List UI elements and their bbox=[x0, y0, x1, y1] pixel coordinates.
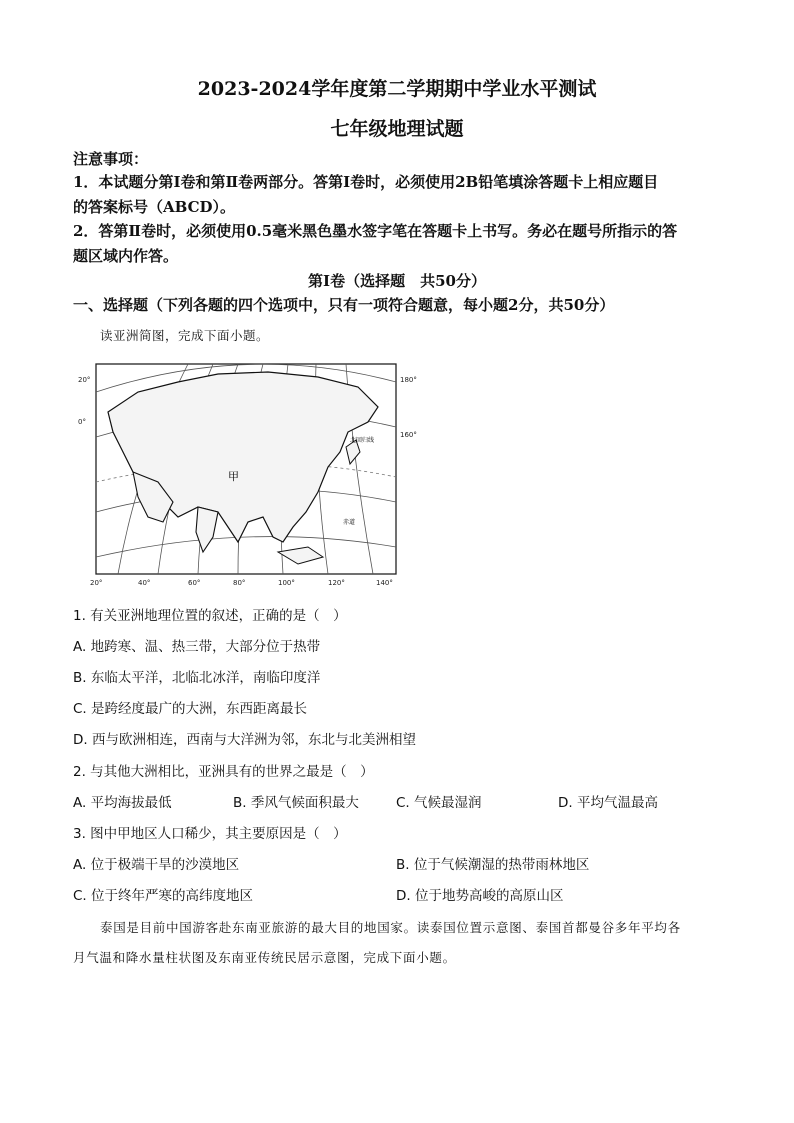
lat-label-0: 0° bbox=[78, 418, 86, 426]
notice-heading: 注意事项： bbox=[73, 150, 149, 168]
label-jia: 甲 bbox=[228, 470, 239, 483]
bottom-label-20: 20° bbox=[90, 579, 103, 587]
question-1-option-a: A. 地跨寒、温、热三带，大部分位于热带 bbox=[73, 639, 321, 655]
question-3-option-b: B. 位于气候潮湿的热带雨林地区 bbox=[396, 857, 590, 873]
exam-subtitle: 七年级地理试题 bbox=[330, 118, 464, 140]
question-1-option-d: D. 西与欧洲相连，西南与大洋洲为邻，东北与北美洲相望 bbox=[73, 732, 416, 748]
label-equator: 赤道 bbox=[343, 519, 356, 526]
lat-label-20: 20° bbox=[78, 376, 91, 384]
asia-map bbox=[78, 352, 418, 587]
question-2-option-c: C. 气候最湿润 bbox=[396, 795, 482, 811]
southeast-asia-islands bbox=[278, 547, 323, 564]
notice-item-1-line-1: 1．本试题分第Ⅰ卷和第Ⅱ卷两部分。答第Ⅰ卷时，必须使用2B铅笔填涂答题卡上相应题目 bbox=[73, 173, 659, 191]
bottom-label-40: 40° bbox=[138, 579, 151, 587]
notice-item-2-line-1: 2．答第Ⅱ卷时，必须使用0.5毫米黑色墨水签字笔在答题卡上书写。务必在题号所指示的答 bbox=[73, 222, 678, 240]
notice-item-1-line-2: 的答案标号（ABCD）。 bbox=[73, 198, 236, 216]
right-label-180: 180° bbox=[400, 376, 417, 384]
question-3-option-a: A. 位于极端干旱的沙漠地区 bbox=[73, 857, 240, 873]
bottom-label-100: 100° bbox=[278, 579, 295, 587]
part-title: 一、选择题（下列各题的四个选项中，只有一项符合题意，每小题2分，共50分） bbox=[73, 296, 615, 314]
question-2-option-b: B. 季风气候面积最大 bbox=[233, 795, 359, 811]
question-2-option-a: A. 平均海拔最低 bbox=[73, 795, 172, 811]
closing-note-line-2: 月气温和降水量柱状图及东南亚传统民居示意图，完成下面小题。 bbox=[73, 950, 456, 965]
question-3-option-c: C. 位于终年严寒的高纬度地区 bbox=[73, 888, 254, 904]
bottom-label-120: 120° bbox=[328, 579, 345, 587]
right-label-160: 160° bbox=[400, 431, 417, 439]
india-peninsula bbox=[196, 507, 218, 552]
question-intro: 读亚洲简图，完成下面小题。 bbox=[100, 328, 270, 343]
question-2-stem: 2. 与其他大洲相比，亚洲具有的世界之最是（ ） bbox=[73, 764, 374, 780]
question-1-stem: 1. 有关亚洲地理位置的叙述，正确的是（ ） bbox=[73, 608, 347, 624]
closing-note-line-1: 泰国是目前中国游客赴东南亚旅游的最大目的地国家。读泰国位置示意图、泰国首都曼谷多年平均各 bbox=[100, 920, 681, 935]
question-2-option-d: D. 平均气温最高 bbox=[558, 795, 658, 811]
notice-item-1 bbox=[73, 170, 723, 220]
bottom-label-140: 140° bbox=[376, 579, 393, 587]
question-3-stem: 3. 图中甲地区人口稀少，其主要原因是（ ） bbox=[73, 826, 347, 842]
notice-item-2 bbox=[73, 219, 723, 269]
bottom-label-80: 80° bbox=[233, 579, 246, 587]
label-tropic: 北回归线 bbox=[350, 437, 375, 444]
bottom-label-60: 60° bbox=[188, 579, 201, 587]
notice-item-2-line-2: 题区域内作答。 bbox=[73, 247, 179, 265]
section-title: 第Ⅰ卷（选择题 共50分） bbox=[308, 272, 486, 290]
question-1-option-c: C. 是跨经度最广的大洲，东西距离最长 bbox=[73, 701, 308, 717]
exam-title: 2023-2024学年度第二学期期中学业水平测试 bbox=[197, 78, 597, 100]
question-1-option-b: B. 东临太平洋，北临北冰洋，南临印度洋 bbox=[73, 670, 321, 686]
question-3-option-d: D. 位于地势高峻的高原山区 bbox=[396, 888, 564, 904]
